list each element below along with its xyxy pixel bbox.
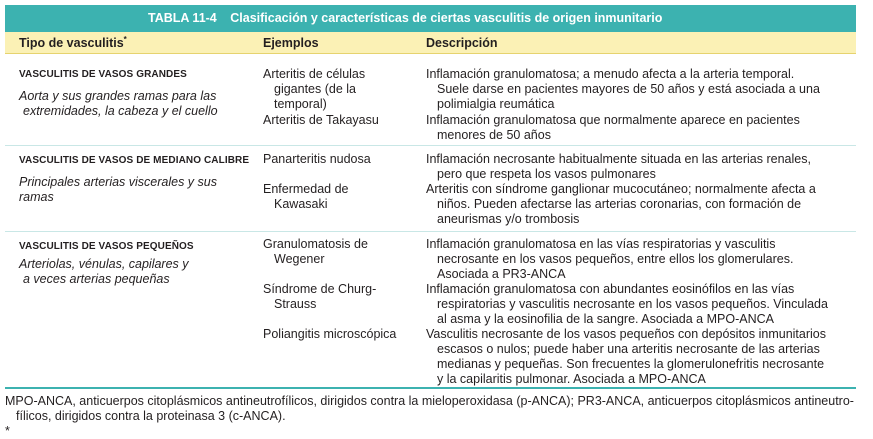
table-header-row bbox=[5, 32, 856, 54]
table-footnote bbox=[5, 394, 860, 424]
table-11-4 bbox=[5, 5, 856, 389]
description-line: Inflamación granulomatosa que normalmente aparece en pacientes bbox=[426, 113, 800, 127]
example-giant-cell-arteritis bbox=[263, 67, 365, 112]
description-giant-cell-arteritis bbox=[426, 67, 856, 112]
description-line: necrosante en los vasos pequeños, entre ellos los glomerulares. bbox=[437, 252, 794, 267]
table-title-bar bbox=[5, 5, 856, 32]
header-type-mark: * bbox=[123, 35, 127, 44]
example-kawasaki bbox=[263, 182, 348, 212]
example-polyarteritis-nodosa: Panarteritis nudosa bbox=[263, 152, 371, 166]
description-line: polimialgia reumática bbox=[437, 97, 555, 112]
description-line: y la capilaritis pulmonar. Asociada a MPO-ANCA bbox=[437, 372, 706, 387]
section-title: VASCULITIS DE VASOS GRANDES bbox=[19, 69, 187, 80]
example-line: gigantes (de la bbox=[274, 82, 357, 97]
table-bottom-rule bbox=[5, 387, 856, 389]
description-line: Inflamación necrosante habitualmente situada en las arterias renales, bbox=[426, 152, 811, 166]
section-subtitle-line: Aorta y sus grandes ramas para las bbox=[19, 89, 217, 103]
example-line: Strauss bbox=[274, 297, 317, 312]
description-line: aneurismas y/o trombosis bbox=[437, 212, 580, 227]
table-title: Clasificación y características de ciertas vasculitis de origen inmunitario bbox=[230, 11, 663, 25]
section-subtitle-line: extremidades, la cabeza y el cuello bbox=[23, 104, 218, 118]
section-subtitle bbox=[19, 257, 189, 287]
header-type bbox=[5, 35, 258, 50]
description-line: niños. Pueden afectarse las arterias coronarias, con formación de bbox=[437, 197, 802, 212]
description-line: pero que respeta los vasos pulmonares bbox=[437, 167, 656, 182]
section-subtitle-line: a veces arterias pequeñas bbox=[23, 272, 170, 286]
example-line: temporal) bbox=[274, 97, 327, 112]
description-wegener bbox=[426, 237, 856, 282]
description-line: Suele darse en pacientes mayores de 50 años y está asociada a una bbox=[437, 82, 820, 97]
description-line: escasos o nulos; puede haber una arteritis necrosante de las arterias bbox=[437, 342, 820, 357]
description-microscopic-polyangiitis bbox=[426, 327, 856, 387]
footnote-line: fílicos, dirigidos contra la proteinasa 3 (c-ANCA). bbox=[16, 409, 286, 423]
header-description: Descripción bbox=[426, 35, 498, 50]
example-line: Granulomatosis de bbox=[263, 237, 368, 251]
description-line: Asociada a PR3-ANCA bbox=[437, 267, 566, 282]
description-line: al asma y la eosinofilia de la sangre. Asociada a MPO-ANCA bbox=[437, 312, 774, 327]
table-number: TABLA 11-4 bbox=[148, 11, 217, 25]
example-line: Arteritis de células bbox=[263, 67, 366, 81]
description-line: respiratorias y vasculitis necrosante en los vasos pequeños. Vinculada bbox=[437, 297, 828, 312]
section-title: VASCULITIS DE VASOS PEQUEÑOS bbox=[19, 241, 194, 252]
section-subtitle bbox=[19, 175, 217, 205]
description-polyarteritis-nodosa bbox=[426, 152, 856, 182]
description-line: Arteritis con síndrome ganglionar mucocutáneo; normalmente afecta a bbox=[426, 182, 816, 196]
section-medium-vessels bbox=[5, 146, 856, 232]
section-subtitle-line: Principales arterias viscerales y sus bbox=[19, 175, 217, 189]
table-footnote-asterisk: * bbox=[5, 424, 10, 438]
footnote-line: MPO-ANCA, anticuerpos citoplásmicos antineutrofílicos, dirigidos contra la mieloperoxidasa (p-ANCA); PR3-ANCA, anticuerpos citoplásmicos antineutro- bbox=[5, 394, 854, 408]
description-line: menores de 50 años bbox=[437, 128, 551, 143]
example-takayasu: Arteritis de Takayasu bbox=[263, 113, 379, 127]
section-subtitle-line: ramas bbox=[19, 190, 54, 204]
header-examples: Ejemplos bbox=[263, 35, 319, 50]
description-kawasaki bbox=[426, 182, 856, 227]
section-title: VASCULITIS DE VASOS DE MEDIANO CALIBRE bbox=[19, 155, 250, 166]
example-wegener bbox=[263, 237, 368, 267]
description-line: Inflamación granulomatosa con abundantes eosinófilos en las vías bbox=[426, 282, 795, 296]
section-subtitle bbox=[19, 89, 218, 119]
example-line: Enfermedad de bbox=[263, 182, 349, 196]
example-line: Wegener bbox=[274, 252, 325, 267]
description-line: Vasculitis necrosante de los vasos pequeños con depósitos inmunitarios bbox=[426, 327, 826, 341]
section-small-vessels bbox=[5, 232, 856, 389]
description-takayasu bbox=[426, 113, 856, 143]
description-churg-strauss bbox=[426, 282, 856, 327]
example-line: Kawasaki bbox=[274, 197, 328, 212]
section-subtitle-line: Arteriolas, vénulas, capilares y bbox=[19, 257, 189, 271]
header-type-label: Tipo de vasculitis bbox=[19, 36, 124, 50]
description-line: medianas y pequeñas. Son frecuentes la glomerulonefritis necrosante bbox=[437, 357, 825, 372]
description-line: Inflamación granulomatosa en las vías respiratorias y vasculitis bbox=[426, 237, 776, 251]
section-large-vessels bbox=[5, 54, 856, 146]
example-line: Síndrome de Churg- bbox=[263, 282, 377, 296]
example-churg-strauss bbox=[263, 282, 376, 312]
description-line: Inflamación granulomatosa; a menudo afecta a la arteria temporal. bbox=[426, 67, 795, 81]
example-microscopic-polyangiitis: Poliangitis microscópica bbox=[263, 327, 397, 341]
